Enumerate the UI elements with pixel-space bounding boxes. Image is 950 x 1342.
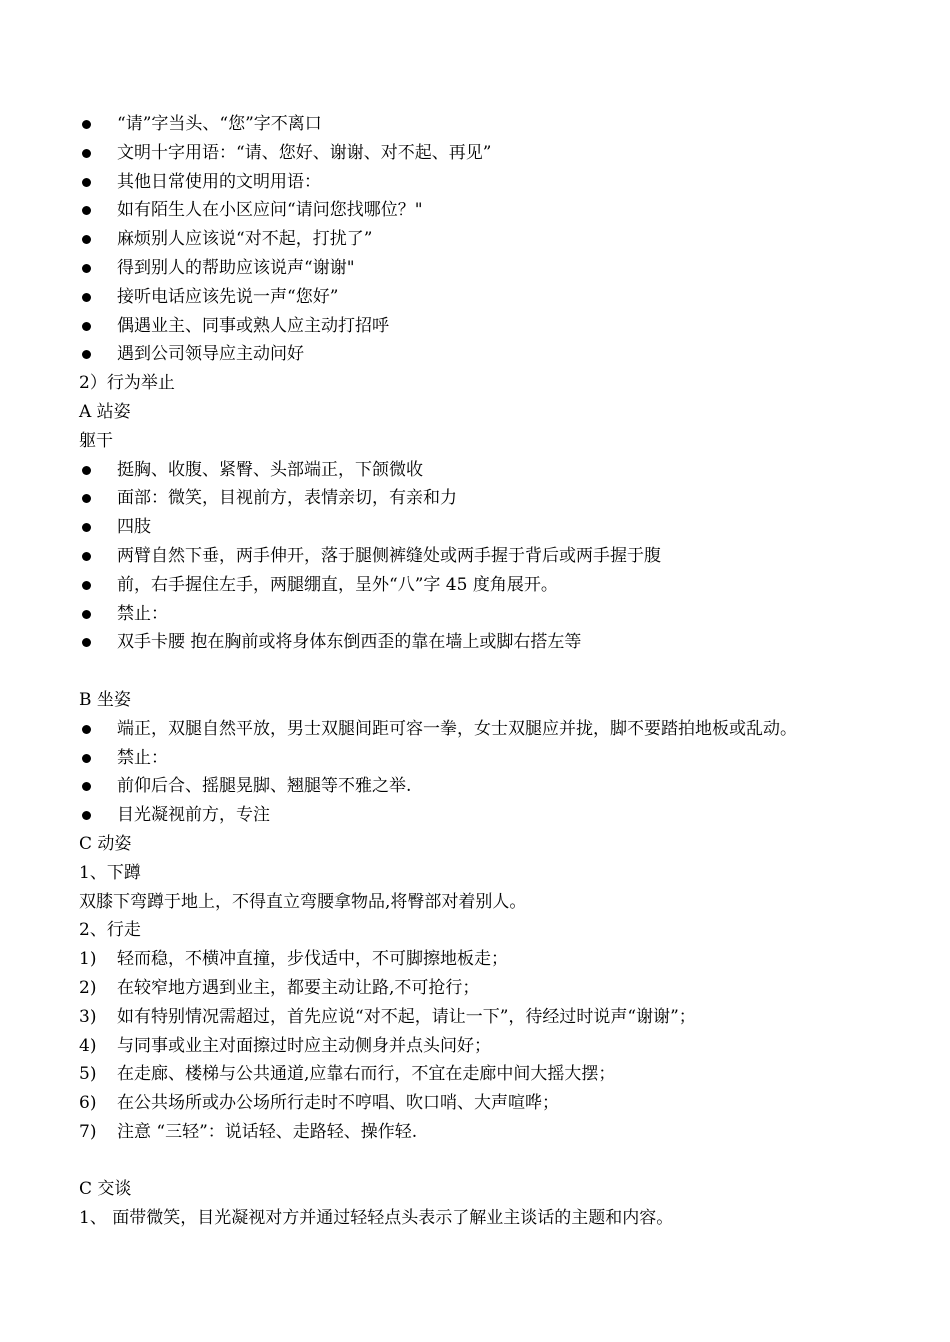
item-text: 在走廊、楼梯与公共通道,应靠右而行，不宜在走廊中间大摇大摆； [117, 1064, 616, 1085]
item-text: 在较窄地方遇到业主，都要主动让路,不可抢行； [117, 977, 480, 998]
bullet-item [79, 225, 899, 254]
document-page [79, 110, 899, 1233]
paragraph-line [79, 859, 899, 888]
item-text: 与同事或业主对面擦过时应主动侧身并点头问好； [117, 1035, 491, 1056]
paragraph-line [79, 916, 899, 945]
item-number: 5) [79, 1064, 97, 1085]
bullet-text: 文明十字用语：“请、您好、谢谢、对不起、再见” [117, 142, 492, 163]
paragraph-text: A 站姿 [79, 401, 131, 422]
item-number: 7) [79, 1121, 97, 1142]
paragraph-line [79, 1204, 899, 1233]
bullet-text: 前，右手握住左手，两腿绷直，呈外“八”字 45 度角展开。 [117, 574, 558, 595]
item-text: 在公共场所或办公场所行走时不哼唱、吹口哨、大声喧哗； [117, 1093, 559, 1114]
paragraph-text: 2、行走 [79, 920, 141, 941]
paragraph-text: C 动姿 [79, 833, 132, 854]
paragraph-text: 2）行为举止 [79, 373, 175, 394]
bullet-text: 挺胸、收腹、紧臀、头部端正，下颌微收 [117, 459, 423, 480]
blank-line [79, 657, 899, 686]
paragraph-text: 1、下蹲 [79, 862, 141, 883]
bullet-dot-icon [82, 466, 91, 475]
bullet-text: 四肢 [117, 517, 151, 538]
numbered-item [79, 974, 899, 1003]
bullet-dot-icon [82, 120, 91, 129]
paragraph-line [79, 830, 899, 859]
bullet-item [79, 312, 899, 341]
bullet-dot-icon [82, 552, 91, 561]
bullet-text: 禁止： [117, 747, 168, 768]
bullet-item [79, 600, 899, 629]
bullet-text: 面部：微笑，目视前方，表情亲切，有亲和力 [117, 488, 457, 509]
bullet-dot-icon [82, 523, 91, 532]
bullet-text: 如有陌生人在小区应问“请问您找哪位？" [117, 200, 423, 221]
numbered-item [79, 1060, 899, 1089]
bullet-dot-icon [82, 754, 91, 763]
bullet-dot-icon [82, 264, 91, 273]
bullet-item [79, 139, 899, 168]
paragraph-text: C 交谈 [79, 1179, 132, 1200]
bullet-dot-icon [82, 581, 91, 590]
paragraph-text: B 坐姿 [79, 689, 131, 710]
bullet-dot-icon [82, 811, 91, 820]
bullet-dot-icon [82, 350, 91, 359]
paragraph-line [79, 686, 899, 715]
bullet-dot-icon [82, 782, 91, 791]
bullet-text: 端正，双腿自然平放，男士双腿间距可容一拳，女士双腿应并拢，脚不要踏拍地板或乱动。 [117, 718, 797, 739]
bullet-item [79, 168, 899, 197]
item-number: 2) [79, 977, 97, 998]
bullet-dot-icon [82, 494, 91, 503]
bullet-text: 接听电话应该先说一声“您好” [117, 286, 339, 307]
paragraph-line [79, 888, 899, 917]
numbered-item [79, 1089, 899, 1118]
numbered-item [79, 1118, 899, 1147]
blank-line [79, 1147, 899, 1176]
numbered-item [79, 1032, 899, 1061]
bullet-dot-icon [82, 322, 91, 331]
bullet-text: 麻烦别人应该说“对不起，打扰了” [117, 229, 373, 250]
bullet-item [79, 196, 899, 225]
item-text: 注意 “三轻”：说话轻、走路轻、操作轻. [117, 1121, 418, 1142]
bullet-text: 得到别人的帮助应该说声“谢谢" [117, 257, 355, 278]
bullet-dot-icon [82, 206, 91, 215]
bullet-text: 目光凝视前方，专注 [117, 805, 270, 826]
bullet-text: 其他日常使用的文明用语： [117, 171, 321, 192]
bullet-item [79, 110, 899, 139]
item-text: 轻而稳，不横冲直撞，步伐适中，不可脚擦地板走； [117, 949, 508, 970]
bullet-item [79, 744, 899, 773]
paragraph-text: 双膝下弯蹲于地上，不得直立弯腰拿物品,将臀部对着别人。 [79, 891, 527, 912]
paragraph-text: 1、 面带微笑，目光凝视对方并通过轻轻点头表示了解业主谈话的主题和内容。 [79, 1208, 674, 1229]
bullet-item [79, 628, 899, 657]
bullet-dot-icon [82, 149, 91, 158]
bullet-item [79, 484, 899, 513]
bullet-item [79, 513, 899, 542]
bullet-item [79, 456, 899, 485]
item-number: 4) [79, 1035, 97, 1056]
bullet-text: 双手卡腰 抱在胸前或将身体东倒西歪的靠在墙上或脚右搭左等 [117, 632, 582, 653]
bullet-item [79, 542, 899, 571]
paragraph-line [79, 369, 899, 398]
item-number: 3) [79, 1006, 97, 1027]
bullet-item [79, 254, 899, 283]
item-number: 1) [79, 949, 97, 970]
bullet-dot-icon [82, 638, 91, 647]
bullet-text: “请”字当头、“您”字不离口 [117, 114, 322, 134]
bullet-text: 遇到公司领导应主动问好 [117, 344, 304, 365]
bullet-text: 前仰后合、摇腿晃脚、翘腿等不雅之举. [117, 776, 412, 797]
paragraph-line [79, 1175, 899, 1204]
item-text: 如有特别情况需超过，首先应说“对不起，请让一下”，待经过时说声“谢谢”； [117, 1006, 696, 1027]
numbered-item [79, 945, 899, 974]
bullet-dot-icon [82, 235, 91, 244]
bullet-text: 两臂自然下垂，两手伸开，落于腿侧裤缝处或两手握于背后或两手握于腹 [117, 545, 661, 566]
bullet-text: 偶遇业主、同事或熟人应主动打招呼 [117, 315, 389, 336]
bullet-item [79, 772, 899, 801]
bullet-item [79, 715, 899, 744]
bullet-dot-icon [82, 178, 91, 187]
bullet-text: 禁止： [117, 603, 168, 624]
bullet-item [79, 340, 899, 369]
item-number: 6) [79, 1093, 97, 1114]
paragraph-text: 躯干 [79, 430, 113, 451]
numbered-item [79, 1003, 899, 1032]
bullet-item [79, 801, 899, 830]
bullet-dot-icon [82, 610, 91, 619]
bullet-item [79, 283, 899, 312]
bullet-item [79, 571, 899, 600]
paragraph-line [79, 427, 899, 456]
paragraph-line [79, 398, 899, 427]
bullet-dot-icon [82, 725, 91, 734]
bullet-dot-icon [82, 293, 91, 302]
